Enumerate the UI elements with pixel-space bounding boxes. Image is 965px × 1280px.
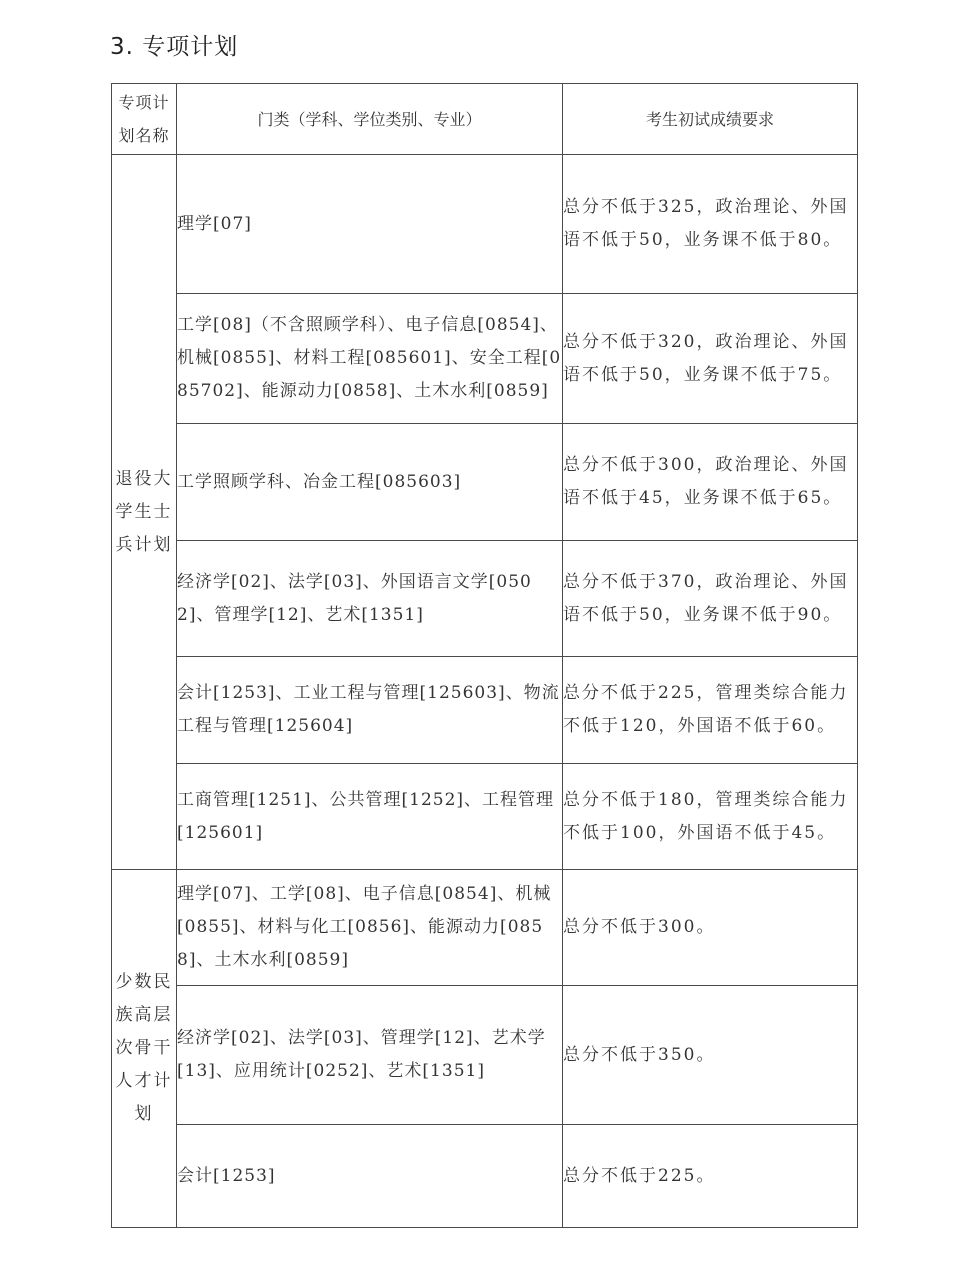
table-header-row (112, 84, 858, 155)
category-cell: 工学[08]（不含照顾学科）、电子信息[0854]、机械[0855]、材料工程[085601]、安全工程[085702]、能源动力[0858]、土木水利[0859] (177, 294, 563, 424)
category-cell: 理学[07] (177, 155, 563, 294)
section-heading: 3. 专项计划 (110, 34, 239, 60)
category-cell: 会计[1253] (177, 1125, 563, 1228)
requirement-cell: 总分不低于320，政治理论、外国语不低于50，业务课不低于75。 (563, 294, 858, 424)
plan-name-veterans: 退役大学生士兵计划 (112, 155, 177, 870)
table-row (112, 657, 858, 764)
plan-name-minority: 少数民族高层次骨干人才计划 (112, 870, 177, 1228)
header-requirement: 考生初试成绩要求 (563, 84, 858, 155)
header-plan-name: 专项计划名称 (112, 84, 177, 155)
requirement-cell: 总分不低于180，管理类综合能力不低于100，外国语不低于45。 (563, 764, 858, 870)
table-row (112, 870, 858, 986)
requirement-cell: 总分不低于300。 (563, 870, 858, 986)
header-category: 门类（学科、学位类别、专业） (177, 84, 563, 155)
requirement-cell: 总分不低于350。 (563, 986, 858, 1125)
category-cell: 理学[07]、工学[08]、电子信息[0854]、机械[0855]、材料与化工[0856]、能源动力[0858]、土木水利[0859] (177, 870, 563, 986)
special-plan-table (111, 83, 858, 1228)
table-row (112, 986, 858, 1125)
category-cell: 经济学[02]、法学[03]、外国语言文学[0502]、管理学[12]、艺术[1351] (177, 541, 563, 657)
table-row (112, 294, 858, 424)
table-row (112, 424, 858, 541)
requirement-cell: 总分不低于325，政治理论、外国语不低于50，业务课不低于80。 (563, 155, 858, 294)
requirement-cell: 总分不低于225，管理类综合能力不低于120，外国语不低于60。 (563, 657, 858, 764)
requirement-cell: 总分不低于300，政治理论、外国语不低于45，业务课不低于65。 (563, 424, 858, 541)
category-cell: 工商管理[1251]、公共管理[1252]、工程管理[125601] (177, 764, 563, 870)
requirement-cell: 总分不低于370，政治理论、外国语不低于50，业务课不低于90。 (563, 541, 858, 657)
table-row (112, 155, 858, 294)
table-row (112, 764, 858, 870)
category-cell: 工学照顾学科、冶金工程[085603] (177, 424, 563, 541)
category-cell: 会计[1253]、工业工程与管理[125603]、物流工程与管理[125604] (177, 657, 563, 764)
requirement-cell: 总分不低于225。 (563, 1125, 858, 1228)
table-row (112, 541, 858, 657)
category-cell: 经济学[02]、法学[03]、管理学[12]、艺术学[13]、应用统计[0252]、艺术[1351] (177, 986, 563, 1125)
table-row (112, 1125, 858, 1228)
